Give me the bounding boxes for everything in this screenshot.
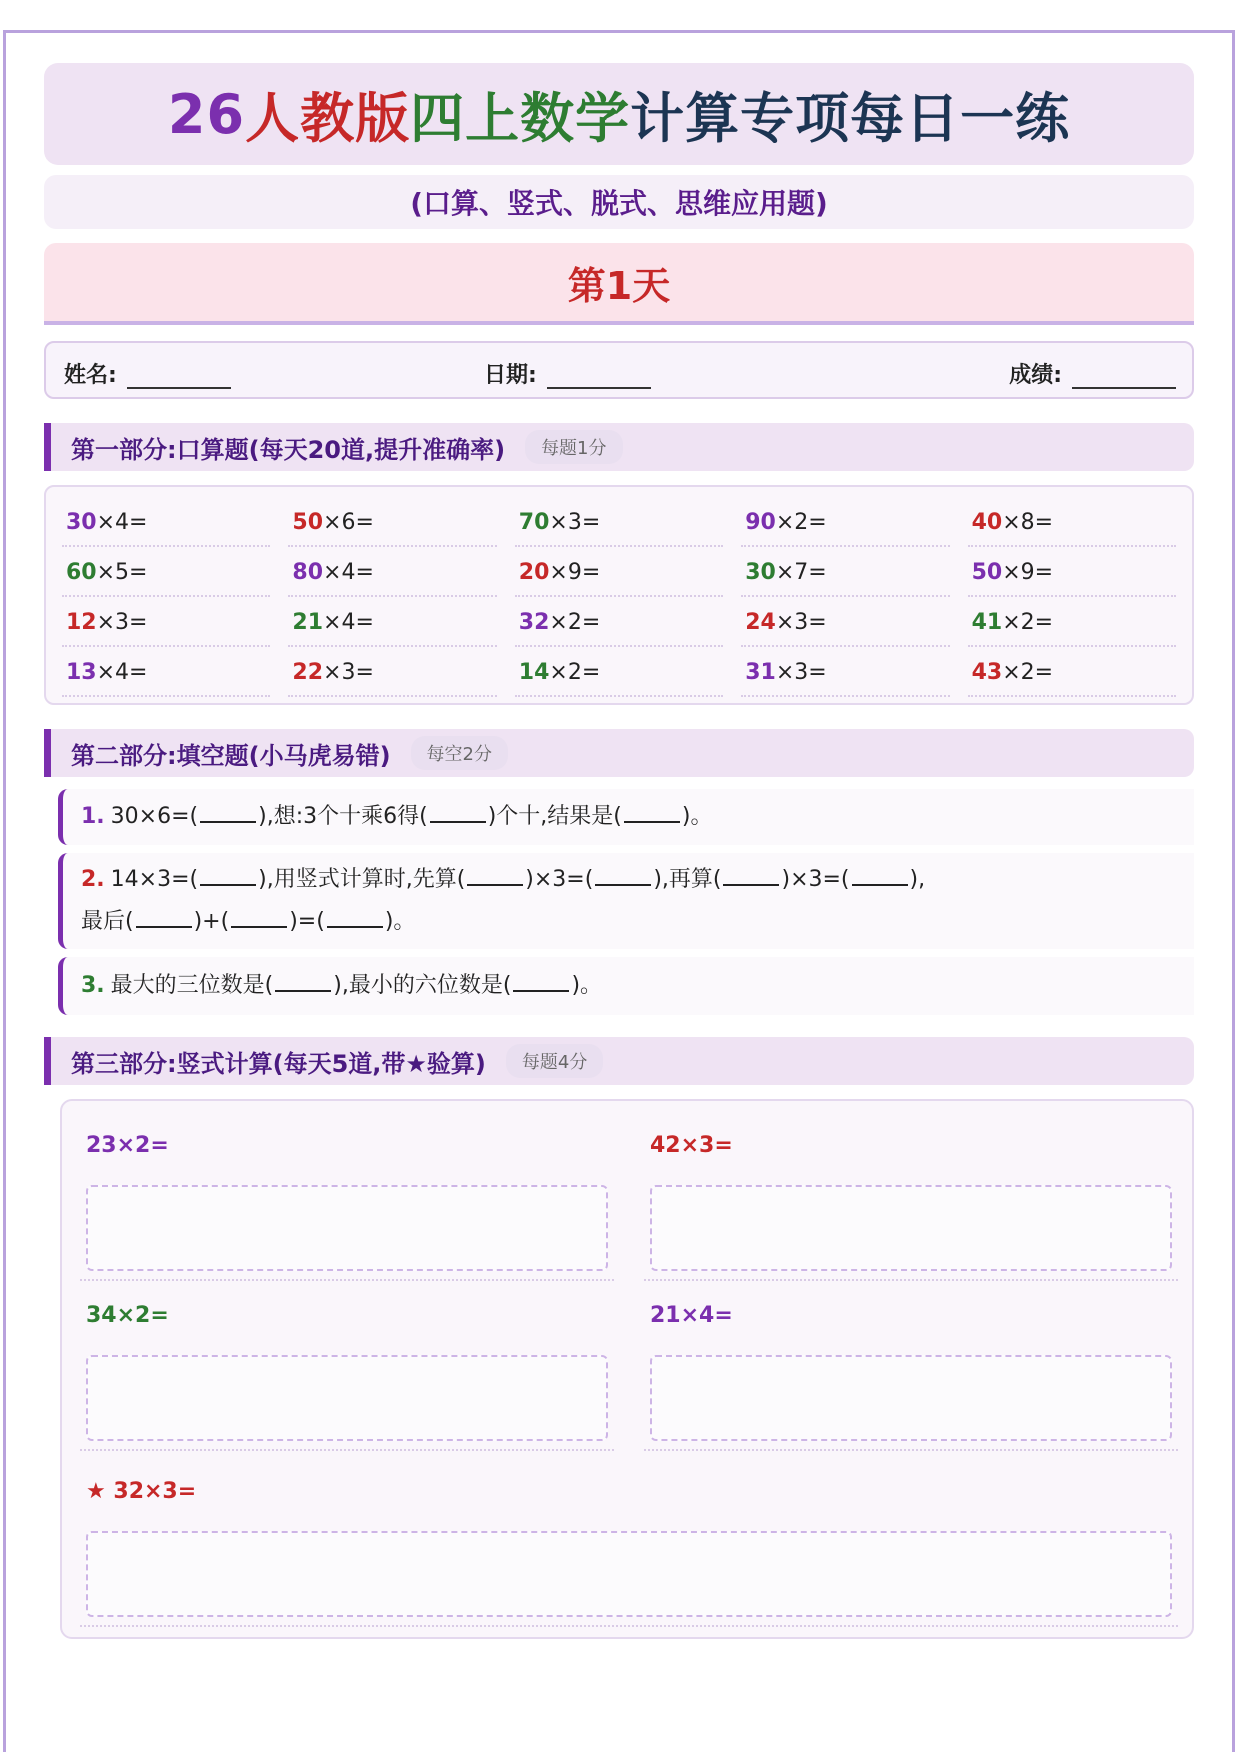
name-field[interactable] — [64, 358, 231, 389]
section2-header — [44, 729, 1194, 777]
oral-calc-item[interactable] — [741, 599, 949, 647]
q2-blank-2[interactable] — [467, 866, 523, 886]
q2-text-3: )×3=( — [525, 867, 594, 892]
vertical-calc-label-5: ★ 32×3= — [86, 1479, 197, 1504]
q2-text-9: )=( — [289, 909, 325, 934]
section2-title: 第二部分:填空题(小马虎易错) — [71, 741, 391, 770]
oral-calc-operation: ×2= — [549, 659, 601, 685]
oral-calc-number: 21 — [292, 609, 324, 635]
q1-blank-2[interactable] — [430, 803, 486, 823]
vertical-calc-divider-5 — [80, 1625, 1178, 1627]
oral-calc-item[interactable] — [62, 549, 270, 597]
section1-header — [44, 423, 1194, 471]
oral-calc-item[interactable] — [288, 599, 496, 647]
oral-calc-operation: ×3= — [96, 609, 148, 635]
vertical-calc-divider-1 — [80, 1279, 614, 1281]
oral-calc-number: 20 — [518, 559, 550, 585]
oral-calc-operation: ×4= — [323, 609, 374, 635]
vertical-calc-item-5 — [86, 1479, 1172, 1627]
q2-blank-1[interactable] — [200, 866, 256, 886]
vertical-calc-box — [60, 1099, 1194, 1639]
oral-calc-number: 22 — [292, 659, 324, 685]
q3-text-1: 最大的三位数是( — [110, 973, 274, 998]
fill-question-2 — [58, 853, 1194, 949]
oral-calc-grid — [62, 499, 1176, 699]
section3-header — [44, 1037, 1194, 1085]
q2-text-6: ), — [909, 867, 926, 892]
oral-calc-item[interactable] — [288, 549, 496, 597]
vertical-calc-label-4: 21×4= — [650, 1303, 733, 1328]
score-blank[interactable] — [1072, 367, 1176, 389]
q2-blank-8[interactable] — [327, 908, 383, 928]
q2-text-10: )。 — [384, 909, 416, 934]
oral-calc-number: 13 — [66, 659, 97, 685]
oral-calc-number: 41 — [971, 609, 1003, 635]
q2-text-8: )+( — [193, 909, 230, 934]
oral-calc-operation: ×4= — [96, 659, 148, 685]
date-label: 日期: — [484, 363, 537, 388]
oral-calc-operation: ×8= — [1002, 509, 1054, 535]
score-field[interactable] — [1009, 358, 1176, 389]
oral-calc-number: 50 — [971, 559, 1003, 585]
q2-text-2: ),用竖式计算时,先算( — [258, 867, 466, 892]
oral-calc-number: 30 — [66, 509, 97, 535]
q3-text-3: )。 — [571, 973, 603, 998]
oral-calc-item[interactable] — [968, 649, 1176, 697]
oral-calc-operation: ×3= — [323, 659, 374, 685]
q3-blank-2[interactable] — [513, 972, 569, 992]
fill-question-3 — [58, 957, 1194, 1015]
oral-calc-number: 50 — [292, 509, 324, 535]
oral-calc-item[interactable] — [62, 499, 270, 547]
oral-calc-number: 30 — [745, 559, 776, 585]
q2-text-5: )×3=( — [781, 867, 850, 892]
vertical-calc-item-2 — [650, 1133, 1172, 1281]
vertical-calc-divider-3 — [80, 1449, 614, 1451]
oral-calc-operation: ×3= — [549, 509, 601, 535]
oral-calc-operation: ×9= — [549, 559, 601, 585]
oral-calc-operation: ×4= — [96, 509, 148, 535]
oral-calc-item[interactable] — [515, 599, 723, 647]
student-info-bar — [44, 341, 1194, 399]
subtitle-banner — [44, 175, 1194, 229]
q2-blank-5[interactable] — [852, 866, 908, 886]
oral-calc-operation: ×5= — [96, 559, 148, 585]
title-part-4: 计算专项每日一练 — [630, 86, 1071, 150]
q1-blank-3[interactable] — [624, 803, 680, 823]
oral-calc-number: 12 — [66, 609, 97, 635]
q2-blank-3[interactable] — [595, 866, 651, 886]
section1-title: 第一部分:口算题(每天20道,提升准确率) — [71, 435, 506, 464]
oral-calc-item[interactable] — [515, 649, 723, 697]
vertical-calc-workspace-2[interactable] — [650, 1185, 1172, 1271]
subtitle-text: (口算、竖式、脱式、思维应用题) — [410, 187, 828, 220]
vertical-calc-workspace-5[interactable] — [86, 1531, 1172, 1617]
q3-blank-1[interactable] — [275, 972, 331, 992]
q1-blank-1[interactable] — [200, 803, 256, 823]
q3-text-2: ),最小的六位数是( — [333, 973, 512, 998]
oral-calc-item[interactable] — [968, 499, 1176, 547]
oral-calc-number: 24 — [745, 609, 776, 635]
oral-calc-number: 14 — [518, 659, 550, 685]
vertical-calc-divider-4 — [644, 1449, 1178, 1451]
title-part-1: 26 — [167, 82, 246, 146]
oral-calc-number: 90 — [745, 509, 776, 535]
q1-text-3: )个十,结果是( — [487, 804, 622, 829]
oral-calc-item[interactable] — [741, 549, 949, 597]
oral-calc-operation: ×3= — [775, 659, 827, 685]
q1-text-1: 30×6=( — [110, 804, 199, 829]
oral-calc-item[interactable] — [515, 549, 723, 597]
q1-text-4: )。 — [681, 804, 713, 829]
oral-calc-operation: ×3= — [775, 609, 827, 635]
date-field[interactable] — [484, 358, 651, 389]
day-banner — [44, 243, 1194, 325]
oral-calc-item[interactable] — [968, 549, 1176, 597]
q1-text-2: ),想:3个十乘6得( — [258, 804, 428, 829]
q2-number: 2. — [81, 867, 105, 892]
section3-badge: 每题4分 — [506, 1044, 603, 1078]
worksheet-page — [3, 30, 1235, 1752]
score-label: 成绩: — [1009, 363, 1062, 388]
q2-text-4: ),再算( — [653, 867, 722, 892]
oral-calc-number: 32 — [518, 609, 550, 635]
vertical-calc-workspace-1[interactable] — [86, 1185, 608, 1271]
oral-calc-number: 31 — [745, 659, 776, 685]
section1-badge: 每题1分 — [525, 430, 622, 464]
title-part-2: 人教版 — [245, 86, 411, 150]
oral-calc-item[interactable] — [968, 599, 1176, 647]
day-label: 第1天 — [567, 263, 671, 308]
oral-calc-item[interactable] — [288, 649, 496, 697]
q2-text-1: 14×3=( — [110, 867, 199, 892]
section3-title: 第三部分:竖式计算(每天5道,带★验算) — [71, 1049, 486, 1078]
oral-calc-operation: ×2= — [549, 609, 601, 635]
vertical-calc-label-2: 42×3= — [650, 1133, 733, 1158]
vertical-calc-label-1: 23×2= — [86, 1133, 169, 1158]
oral-calc-item[interactable] — [288, 499, 496, 547]
oral-calc-item[interactable] — [515, 499, 723, 547]
vertical-calc-item-1 — [86, 1133, 608, 1281]
oral-calc-number: 70 — [518, 509, 550, 535]
vertical-calc-item-3 — [86, 1303, 608, 1451]
vertical-calc-item-4 — [650, 1303, 1172, 1451]
name-blank[interactable] — [127, 367, 231, 389]
oral-calc-operation: ×6= — [323, 509, 374, 535]
oral-calc-item[interactable] — [62, 599, 270, 647]
worksheet-content — [44, 63, 1194, 1639]
vertical-calc-label-3: 34×2= — [86, 1303, 169, 1328]
oral-calc-operation: ×2= — [775, 509, 827, 535]
oral-calc-number: 60 — [66, 559, 97, 585]
q2-blank-4[interactable] — [723, 866, 779, 886]
fill-question-1 — [58, 789, 1194, 845]
title-part-3: 四上数学 — [410, 86, 631, 150]
oral-calc-number: 43 — [971, 659, 1003, 685]
oral-calc-item[interactable] — [741, 499, 949, 547]
q2-text-7: 最后( — [81, 909, 134, 934]
oral-calc-box — [44, 485, 1194, 705]
vertical-calc-divider-2 — [644, 1279, 1178, 1281]
title-banner — [44, 63, 1194, 165]
q2-blank-6[interactable] — [136, 908, 192, 928]
name-label: 姓名: — [64, 363, 117, 388]
date-blank[interactable] — [547, 367, 651, 389]
section2-badge: 每空2分 — [411, 736, 508, 770]
oral-calc-item[interactable] — [62, 649, 270, 697]
oral-calc-item[interactable] — [741, 649, 949, 697]
oral-calc-operation: ×7= — [775, 559, 827, 585]
q1-number: 1. — [81, 804, 105, 829]
vertical-calc-workspace-3[interactable] — [86, 1355, 608, 1441]
oral-calc-number: 40 — [971, 509, 1003, 535]
oral-calc-number: 80 — [292, 559, 324, 585]
oral-calc-operation: ×4= — [323, 559, 374, 585]
q3-number: 3. — [81, 973, 105, 998]
vertical-calc-workspace-4[interactable] — [650, 1355, 1172, 1441]
oral-calc-operation: ×9= — [1002, 559, 1054, 585]
q2-blank-7[interactable] — [231, 908, 287, 928]
oral-calc-operation: ×2= — [1002, 609, 1054, 635]
oral-calc-operation: ×2= — [1002, 659, 1054, 685]
